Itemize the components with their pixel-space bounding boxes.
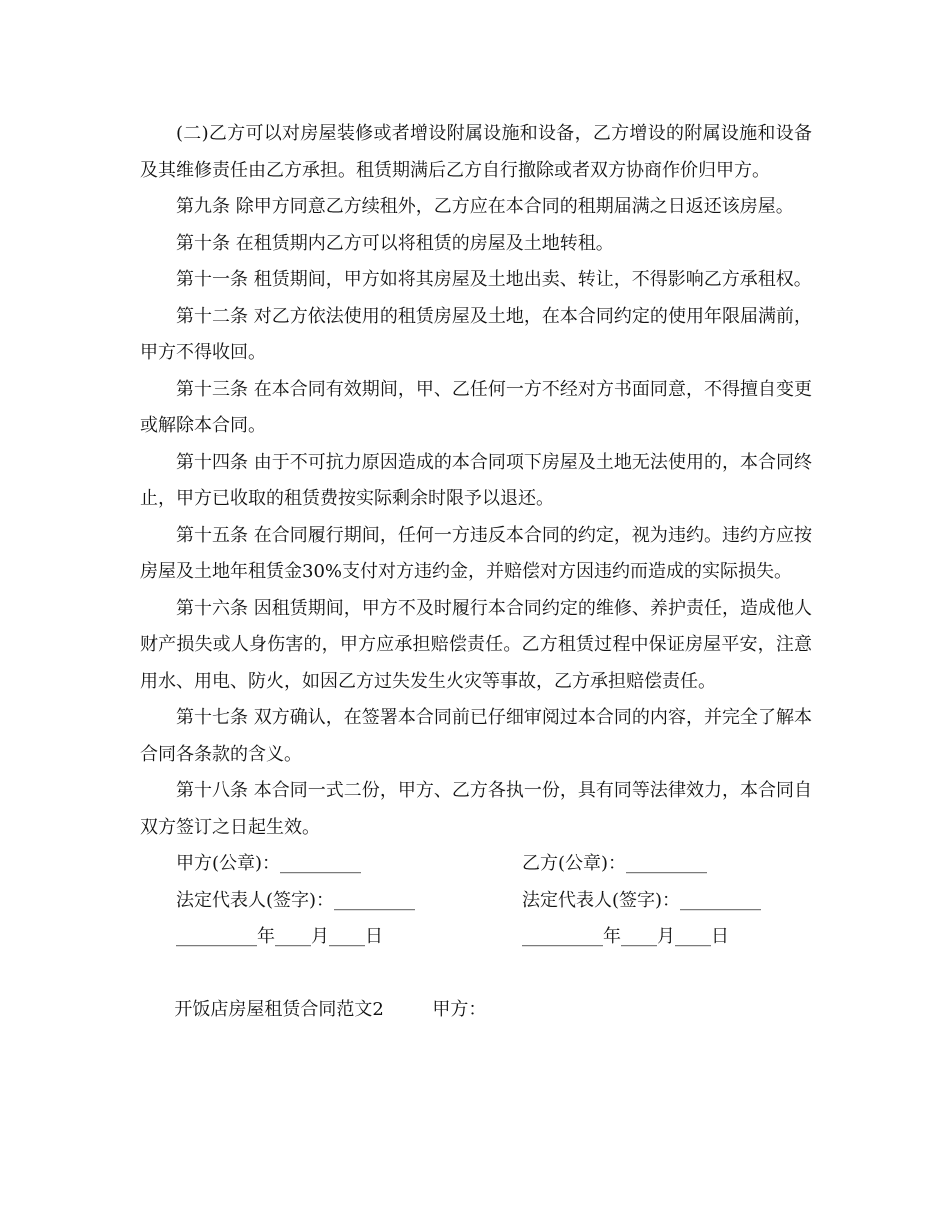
clause-10: 第十条 在租赁期内乙方可以将租赁的房屋及土地转租。 [176,232,614,254]
party-b-seal-field: 乙方(公章)：_________ [522,853,708,874]
party-b-representative-field: 法定代表人(签字)：_________ [522,889,762,911]
party-a-representative-field: 法定代表人(签字)：_________ [176,889,416,911]
clause-15: 第十五条 在合同履行期间，任何一方违反本合同的约定，视为违约。违约方应按房屋及土地年租赁金30%支付对方违约金，并赔偿对方因违约而造成的实际损失。 [140,524,812,582]
representative-row [140,883,812,920]
document-title: 开饭店房屋租赁合同范文2 [174,999,384,1020]
next-document-heading [140,956,812,1020]
contract-body [140,116,812,1020]
clause-14: 第十四条 由于不可抗力原因造成的本合同项下房屋及土地无法使用的，本合同终止，甲方已收取的租赁费按实际剩余时限予以退还。 [140,451,812,509]
signature-block [140,846,812,956]
clause-17: 第十七条 双方确认，在签署本合同前已仔细审阅过本合同的内容，并完全了解本合同各条款的含义。 [140,707,812,765]
party-a-seal-field: 甲方(公章)：_________ [176,853,362,874]
clause-16: 第十六条 因租赁期间，甲方不及时履行本合同约定的维修、养护责任，造成他人财产损失或人身伤害的，甲方应承担赔偿责任。乙方租赁过程中保证房屋平安，注意用水、用电、防火，如因乙方过失发生火灾等事故，乙方承担赔偿责任。 [140,597,812,692]
party-b-date-field: _________年____月____日 [522,926,729,947]
party-a-date-field: _________年____月____日 [176,926,383,947]
clause-paragraph: (二)乙方可以对房屋装修或者增设附属设施和设备，乙方增设的附属设施和设备及其维修责任由乙方承担。租赁期满后乙方自行撤除或者双方协商作价归甲方。 [140,123,812,181]
clause-13: 第十三条 在本合同有效期间，甲、乙任何一方不经对方书面同意，不得擅自变更或解除本合同。 [140,378,812,436]
clause-12: 第十二条 对乙方依法使用的租赁房屋及土地，在本合同约定的使用年限届满前，甲方不得收回。 [140,305,812,363]
clause-9: 第九条 除甲方同意乙方续租外，乙方应在本合同的租期届满之日返还该房屋。 [176,196,794,217]
seal-row [140,846,812,883]
clause-18: 第十八条 本合同一式二份，甲方、乙方各执一份，具有同等法律效力，本合同自双方签订之日起生效。 [140,780,812,838]
clause-11: 第十一条 租赁期间，甲方如将其房屋及土地出卖、转让，不得影响乙方承租权。 [176,269,812,290]
date-row [140,919,812,956]
party-a-label: 甲方： [432,999,487,1020]
